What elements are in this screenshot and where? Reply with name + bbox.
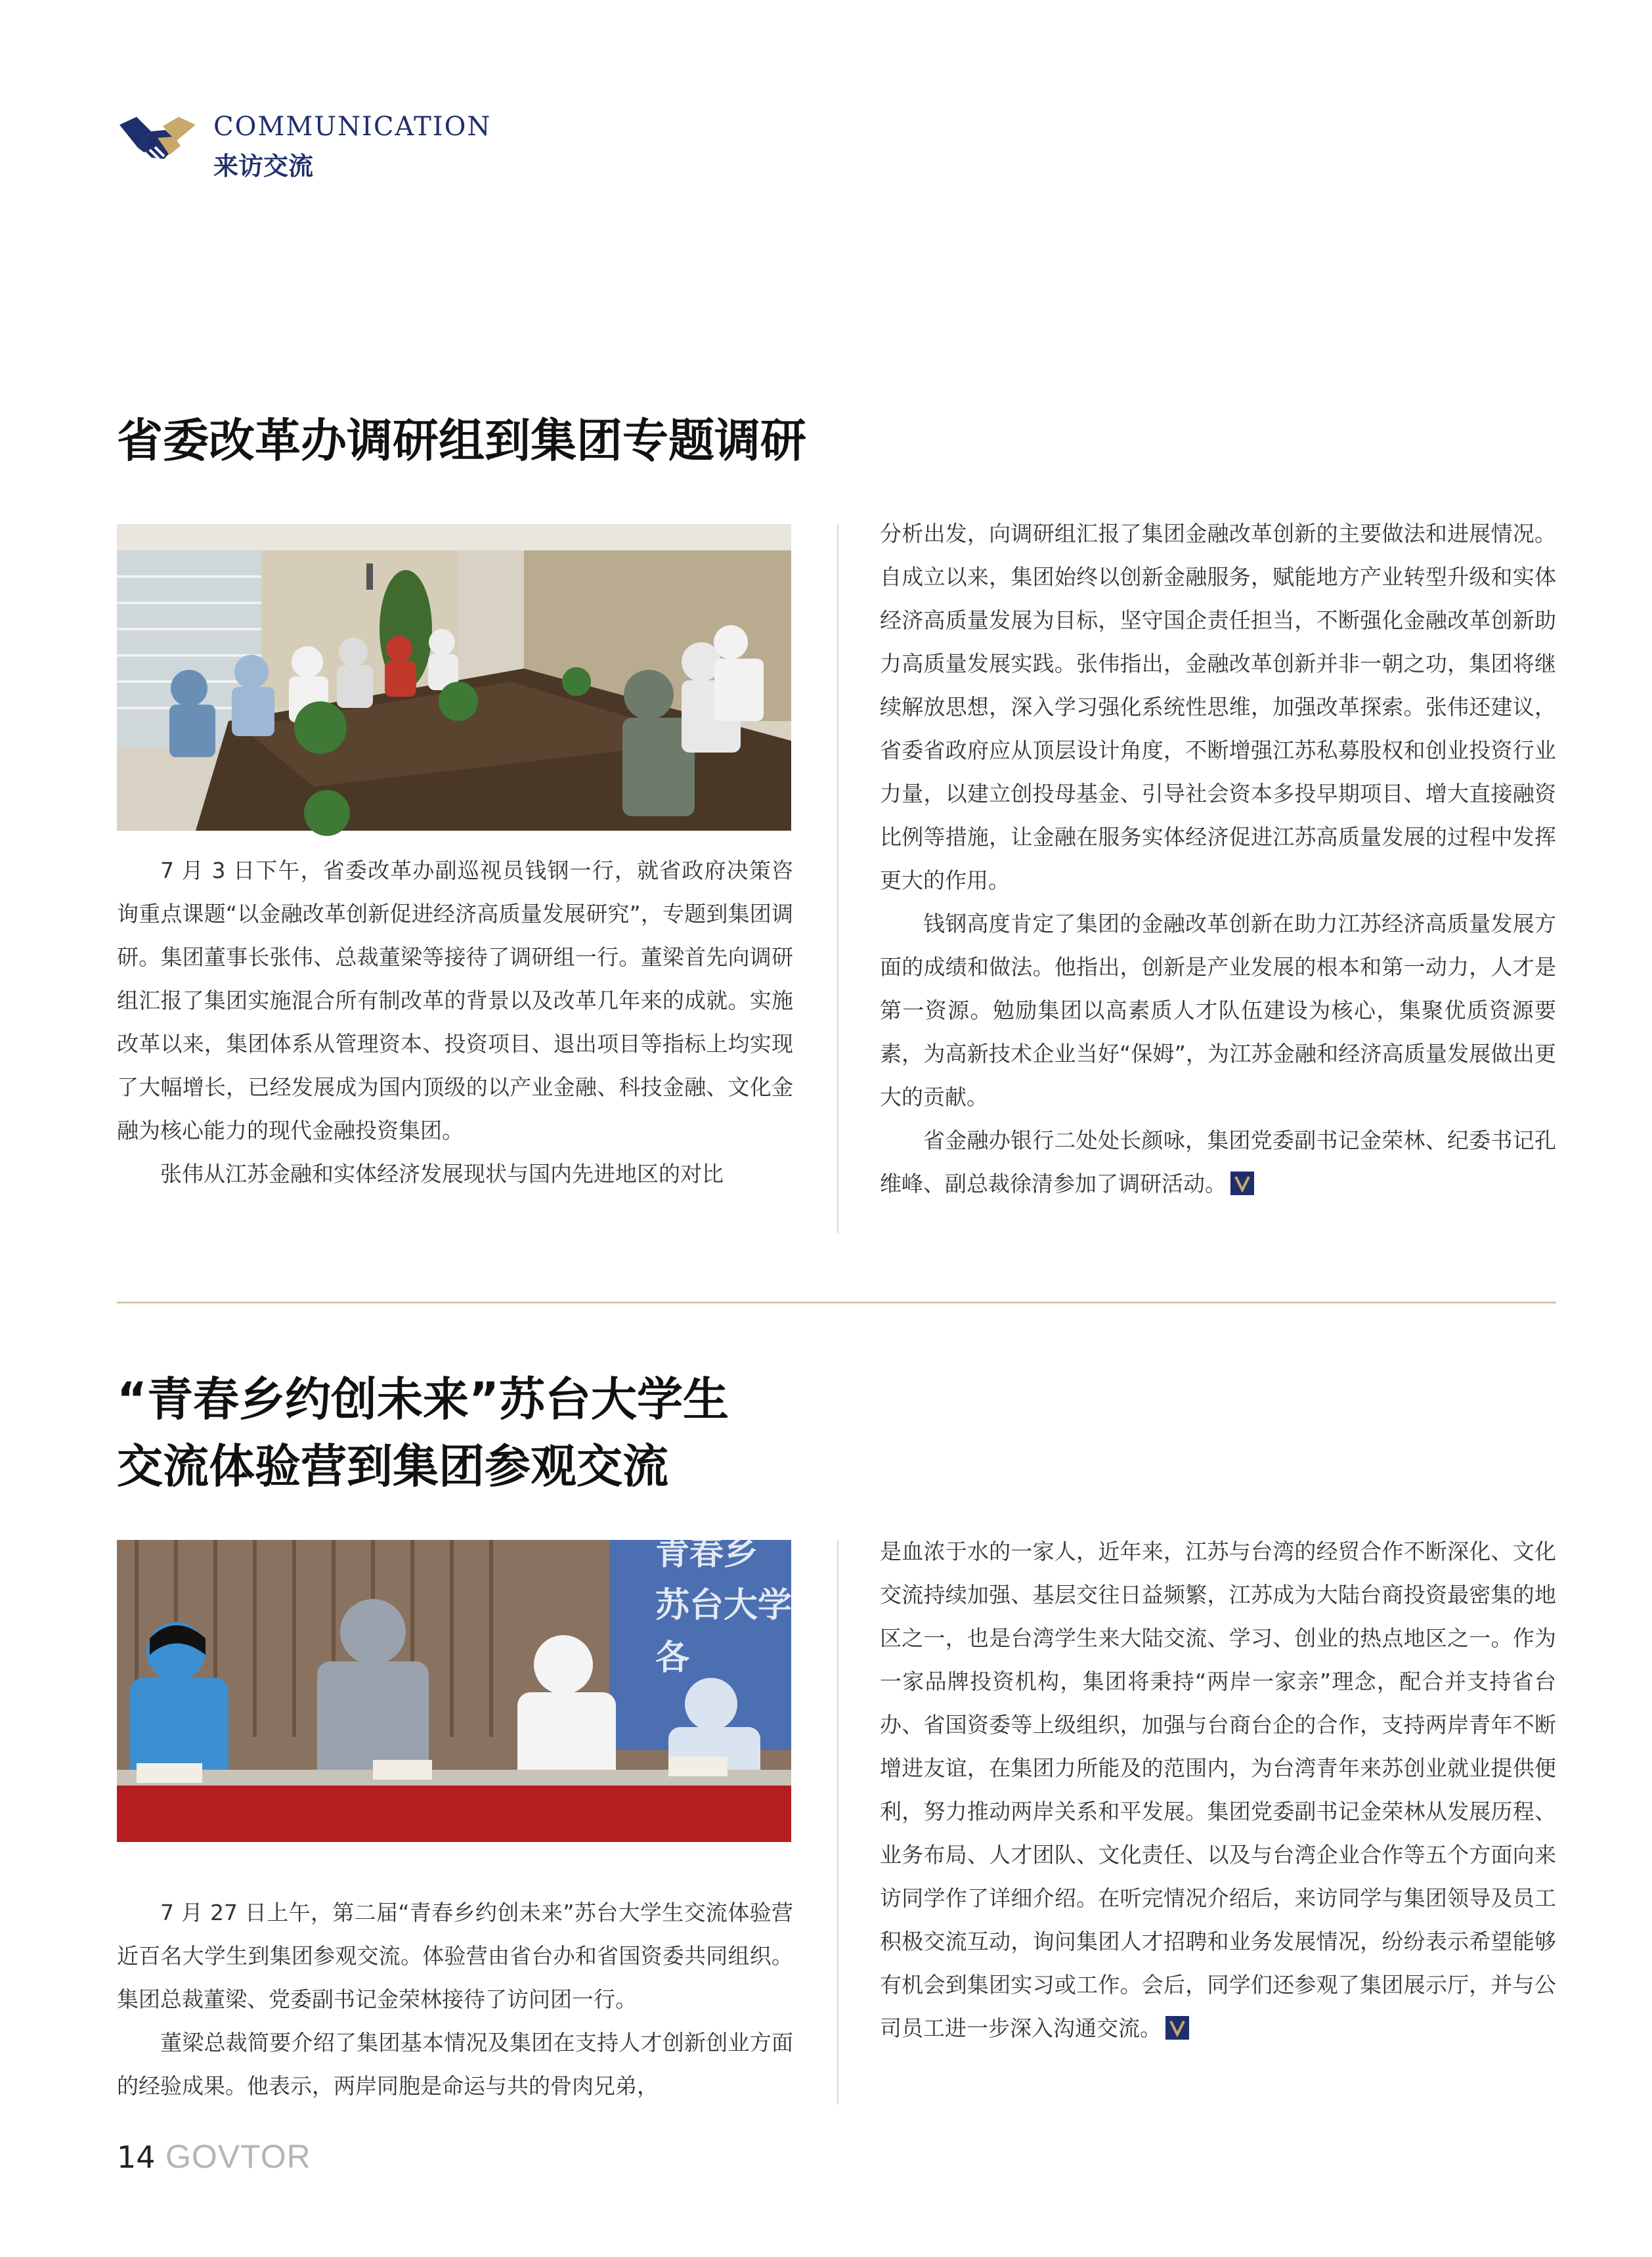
article-1-left-column xyxy=(117,849,793,1196)
paragraph xyxy=(880,1530,1556,2050)
article-2-photo xyxy=(117,1533,827,1842)
end-mark-icon xyxy=(1230,1172,1254,1195)
column-divider xyxy=(837,1540,838,2105)
article-1-photo xyxy=(117,524,791,831)
column-divider xyxy=(837,524,838,1233)
paragraph: 张伟从江苏金融和实体经济发展现状与国内先进地区的对比 xyxy=(160,1161,724,1187)
paragraph-text: 是血浓于水的一家人，近年来，江苏与台湾的经贸合作不断深化、文化交流持续加强、基层交往日益频繁，江苏成为大陆台商投资最密集的地区之一，也是台湾学生来大陆交流、学习、创业的热点地区之一。作为一家品牌投资机构，集团将秉持“两岸一家亲”理念，配合并支持省台办、省国资委等上级组织，加强与台商台企的合作，支持两岸青年不断增进友谊，在集团力所能及的范围内，为台湾青年来苏创业就业提供便利，努力推动两岸关系和平发展。集团党委副书记金荣林从发展历程、业务布局、人才团队、文化责任、以及与台湾企业合作等五个方面向来访同学作了详细介绍。在听完情况介绍后，来访同学与集团领导及员工积极交流互动，询问集团人才招聘和业务发展情况，纷纷表示希望能够有机会到集团实习或工作。会后，同学们还参观了集团展示厅，并与公司员工进一步深入沟通交流。 xyxy=(880,1539,1556,2041)
section-title-en: COMMUNICATION xyxy=(213,112,492,142)
article-1-right-column xyxy=(880,512,1556,1206)
end-mark-icon xyxy=(1165,2016,1189,2040)
paragraph: 7 月 3 日下午，省委改革办副巡视员钱钢一行，就省政府决策咨询重点课题“以金融改革创新促进经济高质量发展研究”，专题到集团调研。集团董事长张伟、总裁董梁等接待了调研组一行。董梁首先向调研组汇报了集团实施混合所有制改革的背景以及改革几年来的成就。实施改革以来，集团体系从管理资本、投资项目、退出项目等指标上均实现了大幅增长，已经发展成为国内顶级的以产业金融、科技金融、文化金融为核心能力的现代金融投资集团。 xyxy=(117,858,793,1143)
paragraph-text: 省金融办银行二处处长颜咏，集团党委副书记金荣林、纪委书记孔维峰、副总裁徐清参加了调研活动。 xyxy=(880,1128,1556,1196)
photo-banner-text: 青春乡 苏台大学生 各 xyxy=(655,1533,827,1678)
header-logo xyxy=(118,112,197,171)
paragraph: 钱钢高度肯定了集团的金融改革创新在助力江苏经济高质量发展方面的成绩和做法。他指出，创新是产业发展的根本和第一动力，人才是第一资源。勉励集团以高素质人才队伍建设为核心，集聚优质资源要素，为高新技术企业当好“保姆”，为江苏金融和经济高质量发展做出更大的贡献。 xyxy=(880,911,1556,1110)
paragraph: 7 月 27 日上午，第二届“青春乡约创未来”苏台大学生交流体验营近百名大学生到集团参观交流。体验营由省台办和省国资委共同组织。集团总裁董梁、党委副书记金荣林接待了访问团一行。 xyxy=(117,1900,793,2012)
article-2-title-line-2: 交流体验营到集团参观交流 xyxy=(117,1439,668,1493)
article-1-title: 省委改革办调研组到集团专题调研 xyxy=(117,414,806,468)
article-divider xyxy=(117,1302,1556,1304)
handshake-icon xyxy=(118,112,197,171)
article-2-left-column xyxy=(117,1891,793,2108)
section-title-zh: 来访交流 xyxy=(213,152,314,181)
page-number: 14 xyxy=(117,2139,156,2175)
article-2-title-line-1: “青春乡约创未来”苏台大学生 xyxy=(117,1372,729,1426)
paragraph: 分析出发，向调研组汇报了集团金融改革创新的主要做法和进展情况。自成立以来，集团始终以创新金融服务，赋能地方产业转型升级和实体经济高质量发展为目标，坚守国企责任担当，不断强化金融改革创新助力高质量发展实践。张伟指出，金融改革创新并非一朝之功，集团将继续解放思想，深入学习强化系统性思维，加强改革探索。张伟还建议，省委省政府应从顶层设计角度，不断增强江苏私募股权和创业投资行业力量，以建立创投母基金、引导社会资本多投早期项目、增大直接融资比例等措施，让金融在服务实体经济促进江苏高质量发展的过程中发挥更大的作用。 xyxy=(880,521,1556,893)
article-2-right-column xyxy=(880,1530,1556,2050)
magazine-brand: GOVTOR xyxy=(165,2138,311,2175)
article-2-title xyxy=(117,1366,729,1500)
paragraph: 董梁总裁简要介绍了集团基本情况及集团在支持人才创新创业方面的经验成果。他表示，两岸同胞是命运与共的骨肉兄弟， xyxy=(117,2030,793,2099)
paragraph xyxy=(880,1119,1556,1206)
